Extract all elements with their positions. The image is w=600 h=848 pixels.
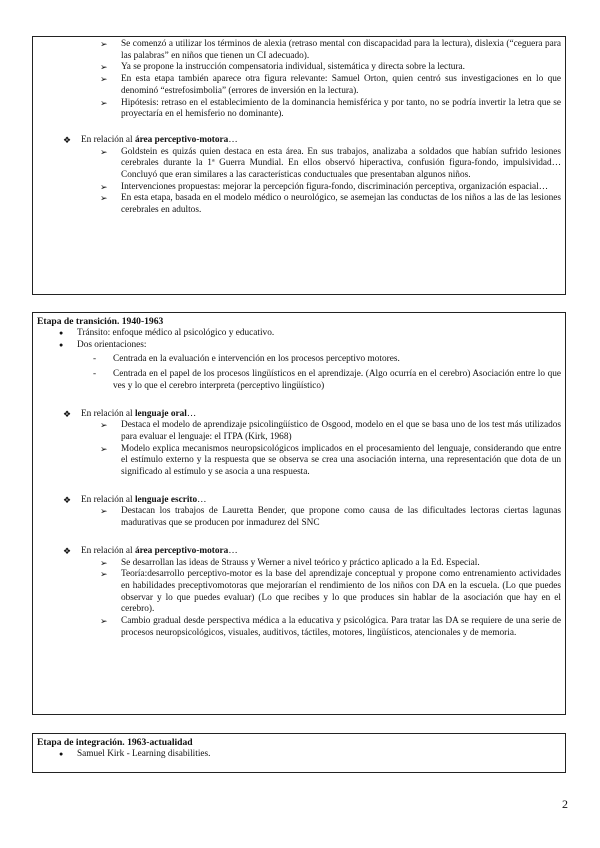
arrow-bullet-icon: ➢ (100, 146, 108, 157)
list-item: ● Tránsito: enfoque médico al psicológico y educativo. (59, 328, 275, 338)
list-item: ➢ Ya se propone la instrucción compensatoria individual, sistemática y directa sobre la lectura. (100, 62, 465, 73)
list-item: ➢ Intervenciones propuestas: mejorar la percepción figura-fondo, discriminación perceptiva, organización espacial… (100, 181, 549, 192)
list-item: ➢ Cambio gradual desde perspectiva médica a la educativa y psicológica. Para tratar las DA se requiere de una serie de procesos neuropsicológicos, visuales, auditivos, táctiles, motores, lingüísticos, atencionales y de memoria. (100, 616, 561, 638)
list-item: ➢ En esta etapa, basada en el modelo médico o neurológico, se asemejan las conductas de los niños a las de las lesiones cerebrales en adultos. (100, 193, 561, 216)
dot-bullet-icon: ● (59, 340, 64, 349)
list-item: ➢ Se comenzó a utilizar los términos de alexia (retraso mental con discapacidad para la lectura), dislexia (“ceguera para las palabras” en niños que tienen un CI adecuado). (100, 39, 561, 61)
section-heading-escrito: ❖ En relación al lenguaje escrito… (63, 494, 207, 505)
arrow-bullet-icon: ➢ (100, 193, 108, 204)
section-heading-oral: ❖ En relación al lenguaje oral… (63, 408, 197, 419)
arrow-bullet-icon: ➢ (100, 39, 108, 49)
list-item: ➢ Hipótesis: retraso en el establecimiento de la dominancia hemisférica y por tanto, no se podría invertir la letra que se proyectaría en el hemisferio no dominante). (100, 97, 561, 120)
arrow-bullet-icon: ➢ (100, 443, 108, 454)
arrow-bullet-icon: ➢ (100, 420, 108, 431)
page-number: 2 (562, 797, 568, 811)
arrow-bullet-icon: ➢ (100, 62, 108, 73)
dot-bullet-icon: ● (59, 750, 64, 758)
arrow-bullet-icon: ➢ (100, 569, 108, 580)
section-title: Etapa de integración. 1963-actualidad (37, 737, 193, 748)
arrow-bullet-icon: ➢ (100, 74, 108, 85)
section-box-transicion (32, 312, 566, 715)
arrow-bullet-icon: ➢ (100, 557, 108, 568)
list-item: - Centrada en la evaluación e intervención en los procesos perceptivo motores. (93, 354, 400, 365)
list-item: ➢ Destacan los trabajos de Lauretta Bender, que propone como causa de las dificultades lectoras ciertas lagunas madurativas que se producen por inmadurez del SNC (100, 506, 561, 529)
diamond-bullet-icon: ❖ (63, 408, 72, 419)
arrow-bullet-icon: ➢ (100, 97, 108, 108)
list-item: ➢ Modelo explica mecanismos neuropsicológicos implicados en el procesamiento del lenguaje, considerando que entre el estímulo externo y la respuesta que se observa se crea una asociación interna, una representación que dota de un significado al estímulo y se asocia a una respuesta. (100, 443, 561, 478)
list-item: - Centrada en el papel de los procesos lingüísticos en el aprendizaje. (Algo ocurría en el cerebro) Asociación entre lo que ves y lo que el cerebro interpreta (perceptivo lingüístico) (93, 369, 561, 391)
dash-bullet-icon: - (93, 369, 97, 380)
list-item: ● Samuel Kirk - Learning disabilities. (59, 749, 211, 759)
diamond-bullet-icon: ❖ (63, 134, 72, 145)
list-item: ● Dos orientaciones: (59, 339, 147, 350)
arrow-bullet-icon: ➢ (100, 616, 108, 627)
list-item: ➢ Teoría:desarrollo perceptivo-motor es la base del aprendizaje conceptual y propone como entrenamiento actividades en habilidades preceptivomotoras que mejorarían el rendimiento de los niños con DA en la escuela. (Lo que puedes observar y lo que puedes evaluar) (Lo que recibes y lo que produces sin hablar de la asociación que hay en el cerebro). (100, 569, 561, 615)
list-item: ➢ Destaca el modelo de aprendizaje psicolingüístico de Osgood, modelo en el que se basa uno de los test más utilizados para evaluar el lenguaje: el ITPA (Kirk, 1968) (100, 420, 561, 442)
dash-bullet-icon: - (93, 354, 97, 365)
arrow-bullet-icon: ➢ (100, 181, 108, 192)
list-item: ➢ Goldstein es quizás quien destaca en esta área. En sus trabajos, analizaba a soldados que habían sufrido lesiones cerebrales durante la 1ª Guerra Mundial. En ellos observó hiperactiva, confusión figura-fondo, impulsividad… Concluyó que eran similares a las características conductuales que presentaban algunos niños. (100, 146, 561, 181)
section-heading-perceptivo: ❖ En relación al área perceptivo-motora… (63, 545, 238, 556)
list-item: ➢ Se desarrollan las ideas de Strauss y Werner a nivel teórico y práctico aplicado a la Ed. Especial. (100, 557, 480, 568)
arrow-bullet-icon: ➢ (100, 506, 108, 517)
diamond-bullet-icon: ❖ (63, 545, 72, 556)
section-box-origins (32, 36, 566, 295)
list-item: ➢ En esta etapa también aparece otra figura relevante: Samuel Orton, quien centró sus investigaciones en lo que denominó “estrefosimbolia” (errores de inversión en la lectura). (100, 74, 561, 96)
section-title: Etapa de transición. 1940-1963 (37, 316, 164, 327)
section-heading-perceptivo: ❖ En relación al área perceptivo-motora… (63, 134, 238, 145)
section-box-integracion (32, 733, 566, 773)
dot-bullet-icon: ● (59, 329, 64, 337)
diamond-bullet-icon: ❖ (63, 494, 72, 505)
